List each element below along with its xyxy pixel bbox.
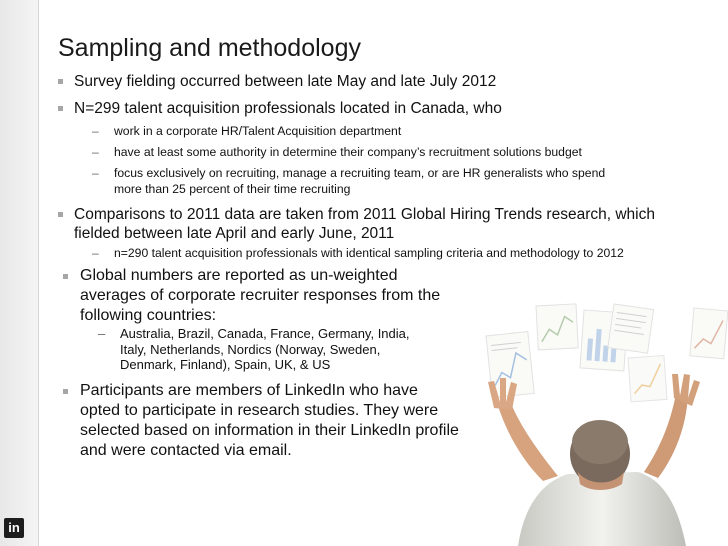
bullet-text: following countries: [80, 307, 217, 324]
bullet-comparisons-2011 [74, 205, 655, 243]
linkedin-logo-icon: in [4, 518, 24, 538]
sub-bullet-text: n=290 talent acquisition professionals with identical sampling criteria and methodology to 2012 [114, 246, 624, 260]
sub-bullet-text: work in a corporate HR/Talent Acquisition department [114, 124, 402, 138]
sub-bullet-text: Denmark, Finland), Spain, UK, & US [120, 357, 331, 372]
bullet-text: Comparisons to 2011 data are taken from 2011 Global Hiring Trends research, which [74, 206, 655, 223]
sub-bullet-text: have at least some authority in determine their company’s recruitment solutions budget [114, 145, 582, 159]
bullet-text: Global numbers are reported as un-weighted [80, 267, 398, 284]
bullet-marker-icon [63, 389, 68, 394]
sub-bullet-text: more than 25 percent of their time recruiting [114, 181, 351, 196]
sub-bullet-recruiting-focus [92, 166, 606, 197]
bullet-text: averages of corporate recruiter responses from the [80, 287, 441, 304]
sub-bullet-text: focus exclusively on recruiting, manage a recruiting team, or are HR generalists who spend [114, 166, 606, 180]
dash-marker-icon: – [92, 246, 99, 260]
sub-bullet-text: Italy, Netherlands, Nordics (Norway, Sweden, [120, 341, 381, 357]
bullet-text: and were contacted via email. [80, 442, 292, 459]
dash-marker-icon: – [92, 145, 99, 159]
bullet-marker-icon [63, 274, 68, 279]
bullet-text: Survey fielding occurred between late May and late July 2012 [74, 73, 497, 90]
bullet-marker-icon [58, 79, 63, 84]
dash-marker-icon: – [98, 326, 106, 341]
sub-bullet-budget-authority [92, 145, 582, 161]
bullet-marker-icon [58, 106, 63, 111]
bullet-text: selected based on information in their LinkedIn profile [80, 422, 459, 439]
dash-marker-icon: – [92, 124, 99, 138]
bullet-participants [80, 381, 459, 461]
sub-bullet-hr-department [92, 124, 402, 140]
sub-bullet-text: Australia, Brazil, Canada, France, Germany, India, [120, 326, 410, 341]
dash-marker-icon: – [92, 166, 99, 180]
bullet-text: fielded between late April and early June, 2011 [74, 225, 395, 242]
bullet-text: Participants are members of LinkedIn who have [80, 382, 418, 399]
sub-bullet-countries [98, 326, 410, 373]
slide-title: Sampling and methodology [58, 34, 361, 62]
bullet-global-numbers [80, 266, 440, 326]
bullet-text: N=299 talent acquisition professionals located in Canada, who [74, 100, 502, 117]
bullet-sample-canada [74, 99, 502, 118]
sub-bullet-2011-sample [92, 246, 624, 262]
bullet-marker-icon [58, 212, 63, 217]
bullet-survey-fielding [74, 72, 496, 91]
bullet-text: opted to participate in research studies. They were [80, 402, 439, 419]
